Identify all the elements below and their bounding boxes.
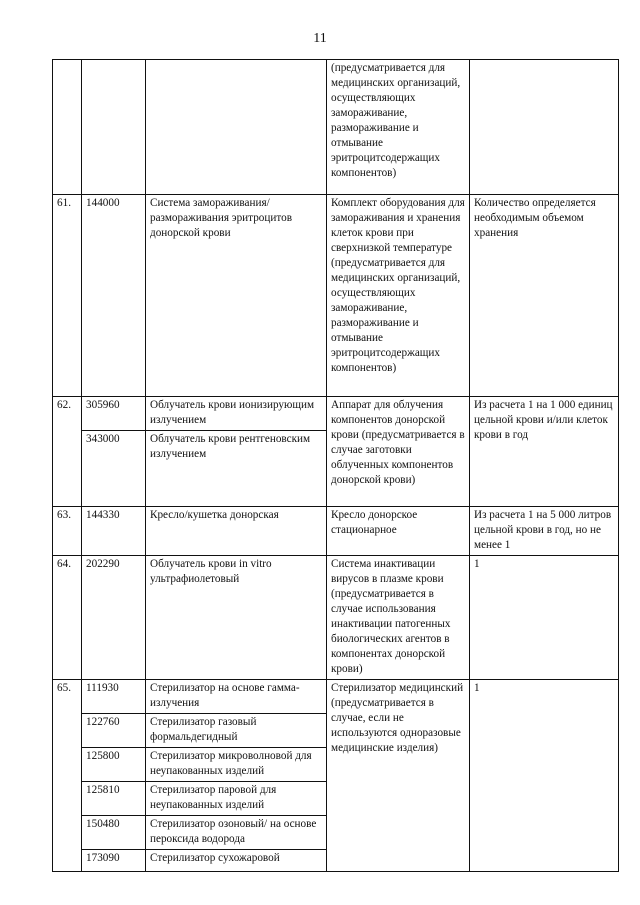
cell-code: 173090 bbox=[82, 850, 146, 872]
cell-description: (предусматривается для медицинских организаций, осуществляющих замораживание, размораживание и отмывание эритроцитсодержащих компонентов) bbox=[327, 60, 470, 195]
cell-num: 61. bbox=[53, 195, 82, 397]
cell-name: Стерилизатор сухожаровой bbox=[146, 850, 327, 872]
cell-name: Стерилизатор озоновый/ на основе пероксида водорода bbox=[146, 816, 327, 850]
cell-quantity: Из расчета 1 на 1 000 единиц цельной крови и/или клеток крови в год bbox=[470, 397, 619, 507]
cell-code: 202290 bbox=[82, 556, 146, 680]
cell-description: Кресло донорское стационарное bbox=[327, 507, 470, 556]
cell-code: 125800 bbox=[82, 748, 146, 782]
cell-quantity: Количество определяется необходимым объемом хранения bbox=[470, 195, 619, 397]
table-row-62 bbox=[53, 397, 619, 431]
cell-description: Комплект оборудования для замораживания и хранения клеток крови при сверхнизкой температуре (предусматривается для медицинских организаций, осуществляющих замораживание, размораживание и отмывание эритроцитсодержащих компонентов) bbox=[327, 195, 470, 397]
cell-code: 150480 bbox=[82, 816, 146, 850]
cell-num: 65. bbox=[53, 680, 82, 872]
table-row-continuation bbox=[53, 60, 619, 195]
cell-name: Облучатель крови рентгеновским излучением bbox=[146, 431, 327, 507]
cell-code: 343000 bbox=[82, 431, 146, 507]
cell-name: Облучатель крови ионизирующим излучением bbox=[146, 397, 327, 431]
page-number: 11 bbox=[313, 31, 327, 46]
cell-quantity: Из расчета 1 на 5 000 литров цельной крови в год, но не менее 1 bbox=[470, 507, 619, 556]
cell-num bbox=[53, 60, 82, 195]
cell-name: Стерилизатор газовый формальдегидный bbox=[146, 714, 327, 748]
table-row-61 bbox=[53, 195, 619, 397]
cell-num: 63. bbox=[53, 507, 82, 556]
table-row-64 bbox=[53, 556, 619, 680]
cell-code: 125810 bbox=[82, 782, 146, 816]
cell-name bbox=[146, 60, 327, 195]
cell-name: Кресло/кушетка донорская bbox=[146, 507, 327, 556]
table-row-65 bbox=[53, 680, 619, 714]
cell-code: 144000 bbox=[82, 195, 146, 397]
cell-quantity bbox=[470, 60, 619, 195]
cell-code bbox=[82, 60, 146, 195]
cell-description: Стерилизатор медицинский (предусматривается в случае, если не используются одноразовые медицинские изделия) bbox=[327, 680, 470, 872]
cell-code: 111930 bbox=[82, 680, 146, 714]
cell-code: 305960 bbox=[82, 397, 146, 431]
cell-name: Облучатель крови in vitro ультрафиолетовый bbox=[146, 556, 327, 680]
cell-code: 122760 bbox=[82, 714, 146, 748]
cell-name: Стерилизатор на основе гамма-излучения bbox=[146, 680, 327, 714]
cell-name: Система замораживания/ размораживания эритроцитов донорской крови bbox=[146, 195, 327, 397]
cell-name: Стерилизатор микроволновой для неупакованных изделий bbox=[146, 748, 327, 782]
equipment-table bbox=[52, 59, 619, 872]
cell-name: Стерилизатор паровой для неупакованных изделий bbox=[146, 782, 327, 816]
cell-quantity: 1 bbox=[470, 680, 619, 872]
table-row-63 bbox=[53, 507, 619, 556]
cell-description: Аппарат для облучения компонентов донорской крови (предусматривается в случае заготовки облученных компонентов донорской крови) bbox=[327, 397, 470, 507]
cell-description: Система инактивации вирусов в плазме крови (предусматривается в случае использования инактивации патогенных биологических агентов в компонентах донорской крови) bbox=[327, 556, 470, 680]
cell-num: 62. bbox=[53, 397, 82, 507]
cell-num: 64. bbox=[53, 556, 82, 680]
cell-code: 144330 bbox=[82, 507, 146, 556]
cell-quantity: 1 bbox=[470, 556, 619, 680]
